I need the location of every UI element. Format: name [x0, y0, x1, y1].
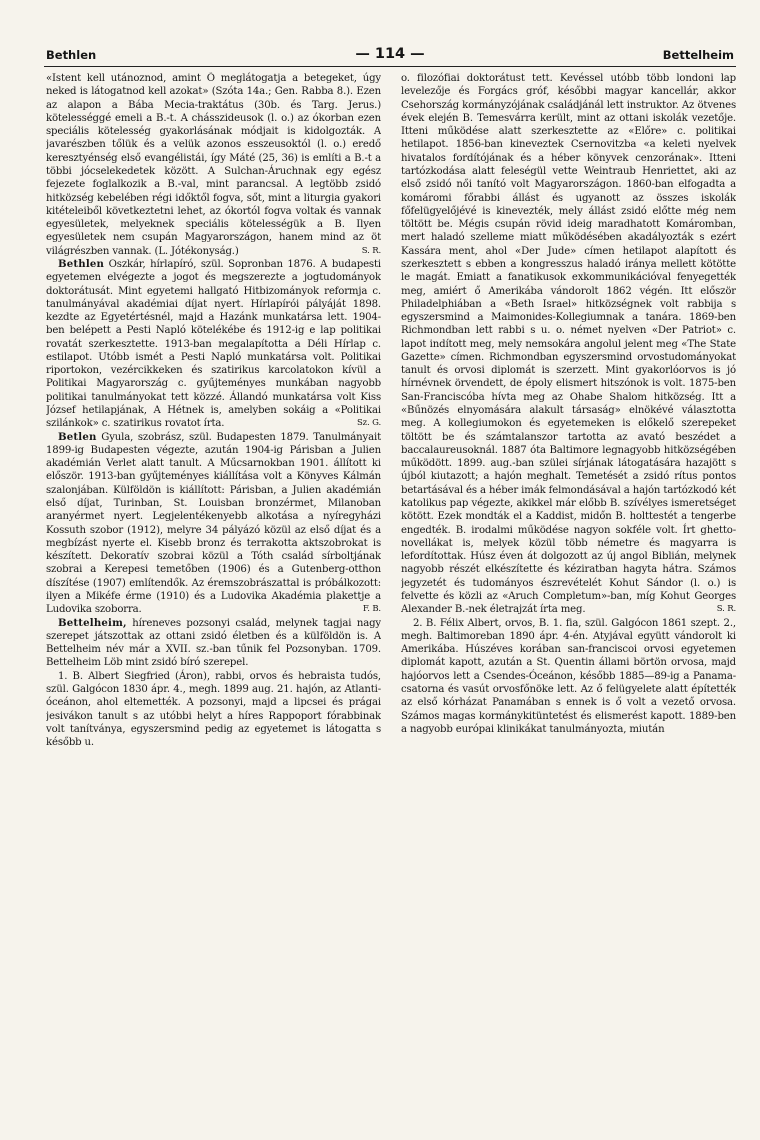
author-signature: Sz. G.: [357, 418, 381, 429]
entry-bettelheim-felix: 2. B. Félix Albert, orvos, B. 1. fia, szül. Galgócon 1861 szept. 2., megh. Baltimoreban 1890 ápr. 4-én. Atyjával együtt vándorolt ki Amerikába. Húszéves korában san-franciscoi orvosi egyetemen diplomát kapott, azután a St. Quentin állami börtön orvosa, majd hajóorvos lett a Csendes-Óceánon, később 1885—89-ig a Panama-csatorna és vasút orvosfőnöke lett. Az ő felügyelete alatt építették az első kórházat Panamában s ennek is ő volt a vezető orvosa. Számos magas kormánykitüntetést és elismerést kapott. 1889-ben a nagyobb európai klinikákat tanulmányozta, miután: [401, 617, 736, 735]
entry-headword: Betlen: [58, 430, 97, 443]
author-signature: F. B.: [362, 604, 381, 615]
author-signature: S. R.: [361, 245, 381, 256]
entry-bethlen-oszkar: Bethlen Oszkár, hírlapíró, szül. Sopronban 1876. A budapesti egyetemen elvégezte a jogot és megszerezte a jogtudományok doktorátusát. Mint egyetemi hallgató Hitbizományok reformja c. tanulmányával akadémiai díjat nyert. Hírlapírói pályáját 1898. kezdte az Egyetértésnél, majd a Hazánk munkatársa lett. 1904-ben belépett a Pesti Napló kötelékébe és 1912-ig e lap politikai rovatát szerkesztette. 1913-ban megalapította a Déli Hírlap c. estilapot. Utóbb ismét a Pesti Napló munkatársa volt. Politikai riportokon, vezércikkeken és szatirikus karcolatokon kívül a Politikai Magyarország c. gyűjteményes munkában nagyobb politikai tanulmányokat tett közzé. Állandó munkatársa volt Kiss József hetilapjának, A Hétnek is, amelyben sokáig a «Politikai szilánkok» c. szatirikus rovatot írta. Sz. G.: [46, 257, 381, 430]
entry-bettelheim-albert: 1. B. Albert Siegfried (Áron), rabbi, orvos és hebraista tudós, szül. Galgócon 1830 ápr. 4., megh. 1899 aug. 21. hajón, az Atlanti-óceánon, ahol eltemették. A pozsonyi, majd a lipcsei és prágai jesivákon tanult s az utóbbi helyt a híres Rappoport fórabbinak volt tanítványa, egyszersmind pedig az egyetemet is látogatta s később u.: [46, 670, 381, 749]
entry-bettelheim: Bettelheim, híreneves pozsonyi család, melynek tagjai nagy szerepet játszottak az ottani zsidó életben és a külföldön is. A Bettelheim név már a XVII. sz.-ban tűnik fel Pozsonyban. 1709. Bettelheim Löb mint zsidó bíró szerepel.: [46, 616, 381, 669]
header-left-word: Bethlen: [46, 48, 97, 62]
entry-headword: Bettelheim,: [58, 616, 127, 629]
entry-betlen-gyula: Betlen Gyula, szobrász, szül. Budapesten 1879. Tanulmányait 1899-ig Budapesten végezte, azután 1904-ig Párisban a Julien akadémián Verlet alatt tanult. A Műcsarnokban 1901. állított ki először. 1913-ban gyűjteményes kiállítása volt a Könyves Kálmán szalonjában. Külföldön is kiállított: Párisban, a Julien akadémián első díjat, Turinban, St. Louisban bronzérmet, Milanoban aranyérmet nyert. Legjelentékenyebb alkotása a nyíregyházi Kossuth szobor (1912), melyre 34 pályázó közül az első díjat és a megbízást nyerte el. Kisebb bronz és terrakotta aktszobrokat is készített. Dekoratív szobrai közül a Tóth család sírboltjának szobrai a Kerepesi temetőben (1906) és a Gutenberg-otthon díszítése (1907) említendők. Az éremszobrászattal is próbálkozott: ilyen a Mikéfe érme (1910) és a Ludovika Akadémia plakettje a Ludovika szoborra. F. B.: [46, 430, 381, 616]
page-number: — 114 —: [355, 46, 425, 62]
entry-headword: Bethlen: [58, 257, 105, 270]
header-right-word: Bettelheim: [662, 48, 734, 62]
right-column: [401, 72, 736, 1132]
left-column: [46, 72, 381, 1132]
author-signature: S. R.: [716, 604, 736, 615]
running-header: [44, 42, 736, 67]
paragraph: o. filozófiai doktorátust tett. Kevéssel utóbb több londoni lap levelezője és Forgács gróf, későbbi magyar kancellár, akkor Csehország kormányzójának családjánál lett instruktor. Az ötvenes évek elején B. Temesvárra került, mint az ottani iskolák vezetője. Itteni működése alatt szerkesztette az «Előre» c. politikai hetilapot. 1856-ban kineveztek Csernovitzba «a keleti nyelvek hivatalos fordítójának és a héber könyvek cenzorának». Itteni tartózkodása alatt feleségül vette Weintraub Henriettet, aki az első zsidó női tanító volt Magyarországon. 1860-ban elfogadta a komáromi főrabbi állást és ugyanott az összes iskolák főfelügyelőjévé is kinevezték, mely állást zsidó előtte még nem töltött be. Mégis csupán rövid ideig maradhatott Komáromban, mert haladó szelleme miatt működésében akadályozták s ezért Kassára ment, ahol «Der Jude» címen hetilapot alapított és szerkesztett s ebben a kongresszus haladó iránya mellett kötötte le magát. Emiatt a fanatikusok exkommunikációval fenyegették meg, amiért ő Amerikába vándorolt 1862 végén. Itt először Philadelphiában a «Beth Israel» hitközségnek volt rabbija s egyszersmind a Maimonides-Kollegiumnak a tanára. 1869-ben Richmondban lett rabbi s u. o. német nyelven «Der Patriot» c. lapot indított meg, mely nemsokára angolul jelent meg «The State Gazette» címen. Richmondban egyszersmind orvostudományokat tanult és orvosi diplomát is szerzett. Mint gyakorlóorvos is jó hírnévnek örvendett, de époly elismert hitszónok is volt. 1875-ben San-Franciscóba hívta meg az Ohabe Shalom hitközség. Itt a «Bűnözés elnyomására alakult társaság» elnökévé választotta meg. A kollegiumokon és egyetemeken is előkelő szerepeket töltött be és számtalanszor tartotta az avató beszédet a baccalaureusoknál. 1887 óta Baltimore legnagyobb hitközségében működött. 1899. aug.-ban szülei sírjának látogatására hazajött s újból kiutazott; a hajón meghalt. Temetését a zsidó rítus pontos betartásával és a héber imák felmondásával a hajón tartózkodó két katolikus pap végezte, akikkel már előbb B. szívélyes ismeretséget kötött. Ezek mondták el a Kaddist, midőn B. holttestét a tengerbe engedték. B. irodalmi működése nagyon sokféle volt. Írt ghetto-novellákat is, melyek közül több németre és magyarra is lefordítottak. Húsz éven át dolgozott az új angol Biblián, melynek nagyobb részét elkészítette és kéziratban hagyta hátra. Számos jegyzetét és tudományos észrevételét Kohut Sándor (l. o.) is felvette és közli az «Aruch Completum»-ban, míg Kohut Georges Alexander B.-nek életrajzát írta meg. S. R.: [401, 73, 736, 616]
text-columns: [46, 72, 736, 1134]
paragraph: «Istent kell utánoznod, amint Ő meglátogatja a betegeket, úgy neked is látogatnod kell azokat» (Szóta 14a.; Gen. Rabba 8.). Ezen az alapon a Bába Mecia-traktátus (30b. és Targ. Jerus.) kötelességgé emeli a B.-t. A chásszideusok (l. o.) az ókorban ezen speciális kötelesség gyakorlásának módjait is kidolgozták. A javarészben tőlük és a velük azonos esszeusoktól (l. o.) eredő keresztyénség első evangélistái, így Máté (25, 36) is említi a B.-t a többi jócselekedetek között. A Sulchan-Áruchnak egy egész fejezete foglalkozik a B.-val, mint parancsal. A legtöbb zsidó hitközség kebelében régi időktől fogva, sőt, mint a liturgia gyakori kitételeiből következtetni lehet, az ókortól fogva voltak és vannak egyesületek, melyeknek speciális kötelességük a B. Ilyen egyesületek nem csupán Magyarországon, hanem mind az öt világrészben vannak. (L. Jótékonyság.) S. R.: [46, 73, 381, 257]
